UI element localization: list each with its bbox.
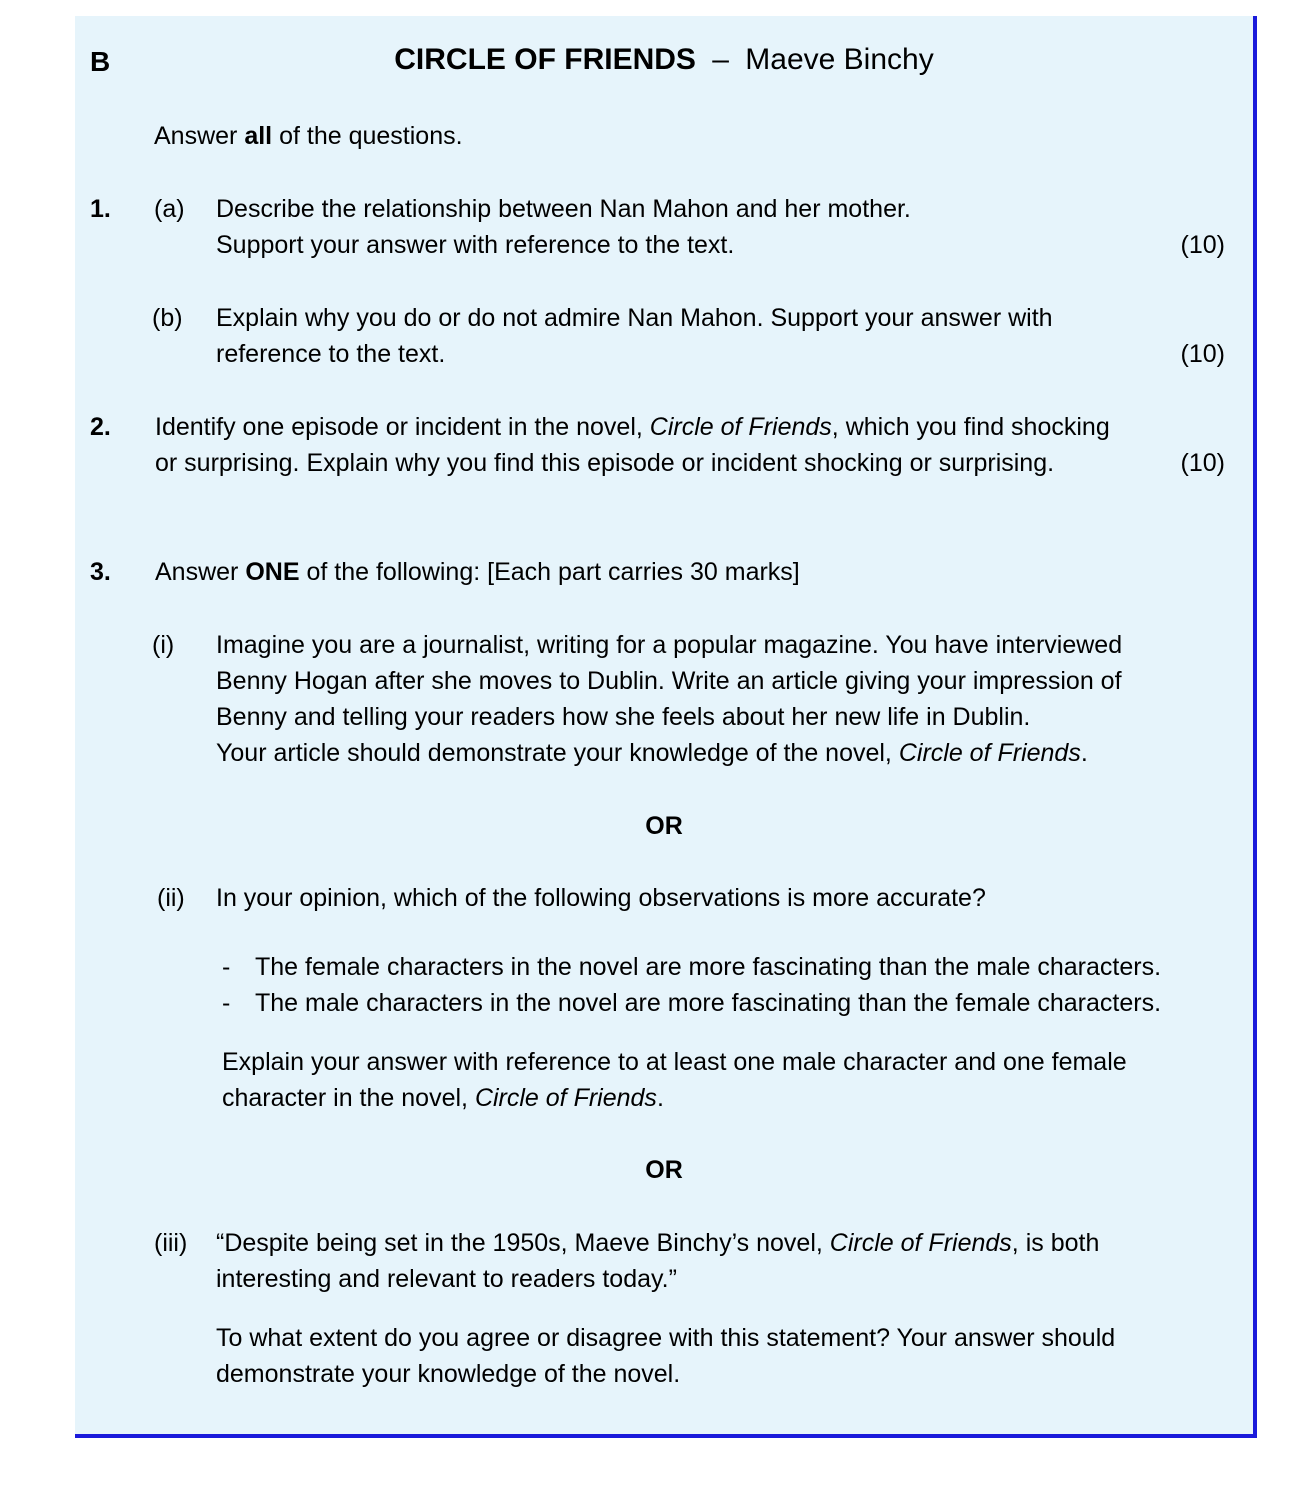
q1a-marks: (10): [1180, 231, 1225, 259]
q3iii-line3: To what extent do you agree or disagree with this statement? Your answer should: [216, 1324, 1116, 1352]
q3ii-bullet1-dash: -: [222, 953, 231, 981]
q3i-line4-post: .: [1080, 739, 1088, 767]
q3-intro-post: of the following: [Each part carries 30 marks]: [306, 558, 800, 586]
q3i-line4-pre: Your article should demonstrate your knowledge of the novel,: [216, 739, 892, 767]
exam-section-panel: [75, 16, 1257, 1438]
q3i-label: (i): [152, 631, 175, 659]
q3i-line4: [216, 735, 1088, 771]
q2-line1-pre: Identify one episode or incident in the novel,: [155, 413, 643, 441]
q3iii-line2: interesting and relevant to readers today.”: [216, 1265, 677, 1293]
q3iii-line4: demonstrate your knowledge of the novel.: [216, 1360, 681, 1388]
or-divider-1: OR: [645, 812, 683, 840]
instruction: [154, 118, 463, 154]
q3i-line1: Imagine you are a journalist, writing for a popular magazine. You have interviewed: [216, 631, 1123, 659]
q2-novel-title: Circle of Friends: [649, 413, 832, 441]
section-author: Maeve Binchy: [745, 43, 934, 76]
q3ii-expl1: Explain your answer with reference to at least one male character and one female: [222, 1048, 1127, 1076]
section-heading: [75, 42, 1253, 78]
q1b-line1: Explain why you do or do not admire Nan Mahon. Support your answer with: [216, 304, 1053, 332]
q1b-line2: reference to the text.: [216, 340, 446, 368]
q2-number: 2.: [90, 413, 111, 441]
q3iii-line1-post: , is both: [1011, 1229, 1100, 1257]
q3i-novel-title: Circle of Friends: [898, 739, 1081, 767]
title-dash: –: [712, 43, 729, 76]
q3ii-novel-title: Circle of Friends: [474, 1084, 657, 1112]
instruction-bold: all: [244, 122, 273, 150]
q3i-line3: Benny and telling your readers how she feels about her new life in Dublin.: [216, 703, 1031, 731]
instruction-pre: Answer: [154, 122, 238, 150]
q3ii-label: (ii): [157, 884, 185, 912]
q3-number: 3.: [90, 558, 111, 586]
instruction-post: of the questions.: [279, 122, 463, 150]
q2-marks: (10): [1180, 449, 1225, 477]
q1b-label: (b): [152, 304, 183, 332]
q3ii-bullet2-dash: -: [222, 989, 231, 1017]
q3ii-expl2-post: .: [656, 1084, 664, 1112]
section-letter: B: [90, 46, 111, 77]
q3iii-line1-pre: “Despite being set in the 1950s, Maeve Binchy’s novel,: [216, 1229, 823, 1257]
q1a-line1: Describe the relationship between Nan Mahon and her mother.: [216, 195, 911, 223]
q3ii-bullet1: The female characters in the novel are more fascinating than the male characters.: [255, 953, 1162, 981]
q2-line1-post: , which you find shocking: [831, 413, 1110, 441]
section-title: CIRCLE OF FRIENDS: [394, 43, 696, 76]
q1b-marks: (10): [1180, 340, 1225, 368]
q1a-line2: Support your answer with reference to the text.: [216, 231, 735, 259]
q1-number: 1.: [90, 195, 111, 223]
q3iii-novel-title: Circle of Friends: [829, 1229, 1012, 1257]
q3-intro: [155, 554, 800, 590]
q3iii-label: (iii): [154, 1229, 188, 1257]
q3i-line2: Benny Hogan after she moves to Dublin. Write an article giving your impression of: [216, 667, 1122, 695]
q3ii-expl2-pre: character in the novel,: [222, 1084, 468, 1112]
q3ii-line1: In your opinion, which of the following observations is more accurate?: [216, 884, 986, 912]
q3ii-bullet2: The male characters in the novel are more fascinating than the female characters.: [255, 989, 1162, 1017]
q3ii-expl2: [222, 1080, 664, 1116]
q3-intro-pre: Answer: [155, 558, 239, 586]
q3-intro-bold: ONE: [245, 558, 300, 586]
q1a-label: (a): [154, 195, 185, 223]
q2-line2: or surprising. Explain why you find this episode or incident shocking or surprising.: [155, 449, 1055, 477]
q3iii-line1: [216, 1225, 1099, 1261]
q2-line1: [155, 409, 1110, 445]
or-divider-2: OR: [645, 1156, 683, 1184]
